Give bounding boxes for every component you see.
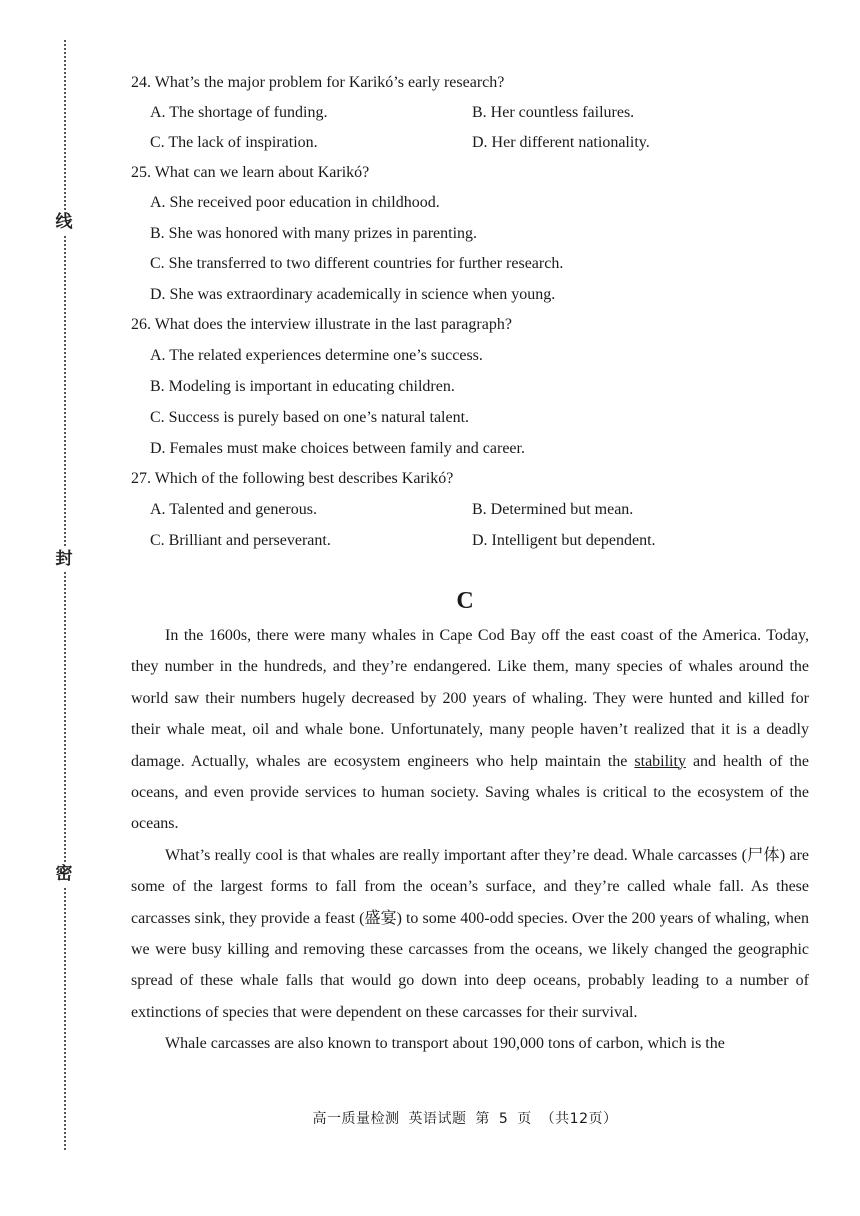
passage-paragraph-1 xyxy=(131,620,809,840)
question-26-option-c: C. Success is purely based on one’s natural talent. xyxy=(150,409,470,426)
binding-label-feng: 封 xyxy=(52,547,76,571)
question-24-option-c: C. The lack of inspiration. xyxy=(150,134,318,151)
question-25-option-c: C. She transferred to two different countries for further research. xyxy=(150,255,564,272)
paragraph-1-text-end: and health of the oceans, and even provide services to human society. Saving whales is critical to the ecosystem of the oceans. xyxy=(131,752,809,833)
page-footer: 高一质量检测 英语试题 第 5 页 （共12页） xyxy=(312,1111,618,1127)
question-25-option-b: B. She was honored with many prizes in parenting. xyxy=(150,225,478,242)
question-27-option-a: A. Talented and generous. xyxy=(150,501,317,518)
question-24-option-a: A. The shortage of funding. xyxy=(150,104,328,121)
question-25-stem: 25. What can we learn about Karikó? xyxy=(131,164,370,181)
question-24-stem: 24. What’s the major problem for Karikó’s early research? xyxy=(131,74,505,91)
question-27-option-c: C. Brilliant and perseverant. xyxy=(150,532,331,549)
question-26-option-d: D. Females must make choices between family and career. xyxy=(150,440,525,457)
section-heading: C xyxy=(456,588,474,614)
question-27-option-b: B. Determined but mean. xyxy=(472,501,634,518)
binding-label-xian: 线 xyxy=(52,210,76,234)
question-27-stem: 27. Which of the following best describes Karikó? xyxy=(131,470,454,487)
question-26-stem: 26. What does the interview illustrate in the last paragraph? xyxy=(131,316,512,333)
question-24-option-b: B. Her countless failures. xyxy=(472,104,635,121)
question-25-option-d: D. She was extraordinary academically in science when young. xyxy=(150,286,556,303)
question-26-option-a: A. The related experiences determine one’s success. xyxy=(150,347,483,364)
question-24-option-d: D. Her different nationality. xyxy=(472,134,650,151)
passage-paragraph-3: Whale carcasses are also known to transport about 190,000 tons of carbon, which is the xyxy=(165,1035,725,1053)
underlined-word: stability xyxy=(634,752,686,770)
passage-paragraph-2: What’s really cool is that whales are really important after they’re dead. Whale carcasses (尸体) are some of the largest forms to fall from the ocean’s surface, and they’re called whale fall. As these carcasses sink, they provide a feast (盛宴) to some 400-odd species. Over the 200 years of whaling, when we were busy killing and removing these carcasses from the oceans, we likely changed the geographic spread of these whale falls that would go down into deep oceans, probably leading to a number of extinctions of species that were dependent on these carcasses for their survival. xyxy=(131,846,809,1021)
question-26-option-b: B. Modeling is important in educating children. xyxy=(150,378,455,395)
binding-label-mi: 密 xyxy=(52,862,76,886)
paragraph-1-text: In the 1600s, there were many whales in Cape Cod Bay off the east coast of the America. Today, they number in the hundreds, and they’re endangered. Like them, many species of whales around the world saw their numbers hugely decreased by 200 years of whaling. They were hunted and killed for their whale meat, oil and whale bone. Unfortunately, many people haven’t realized that it is a deadly damage. Actually, whales are ecosystem engineers who help maintain the xyxy=(131,627,809,770)
passage-c xyxy=(131,620,809,1060)
question-27-option-d: D. Intelligent but dependent. xyxy=(472,532,656,549)
question-25-option-a: A. She received poor education in childhood. xyxy=(150,194,440,211)
